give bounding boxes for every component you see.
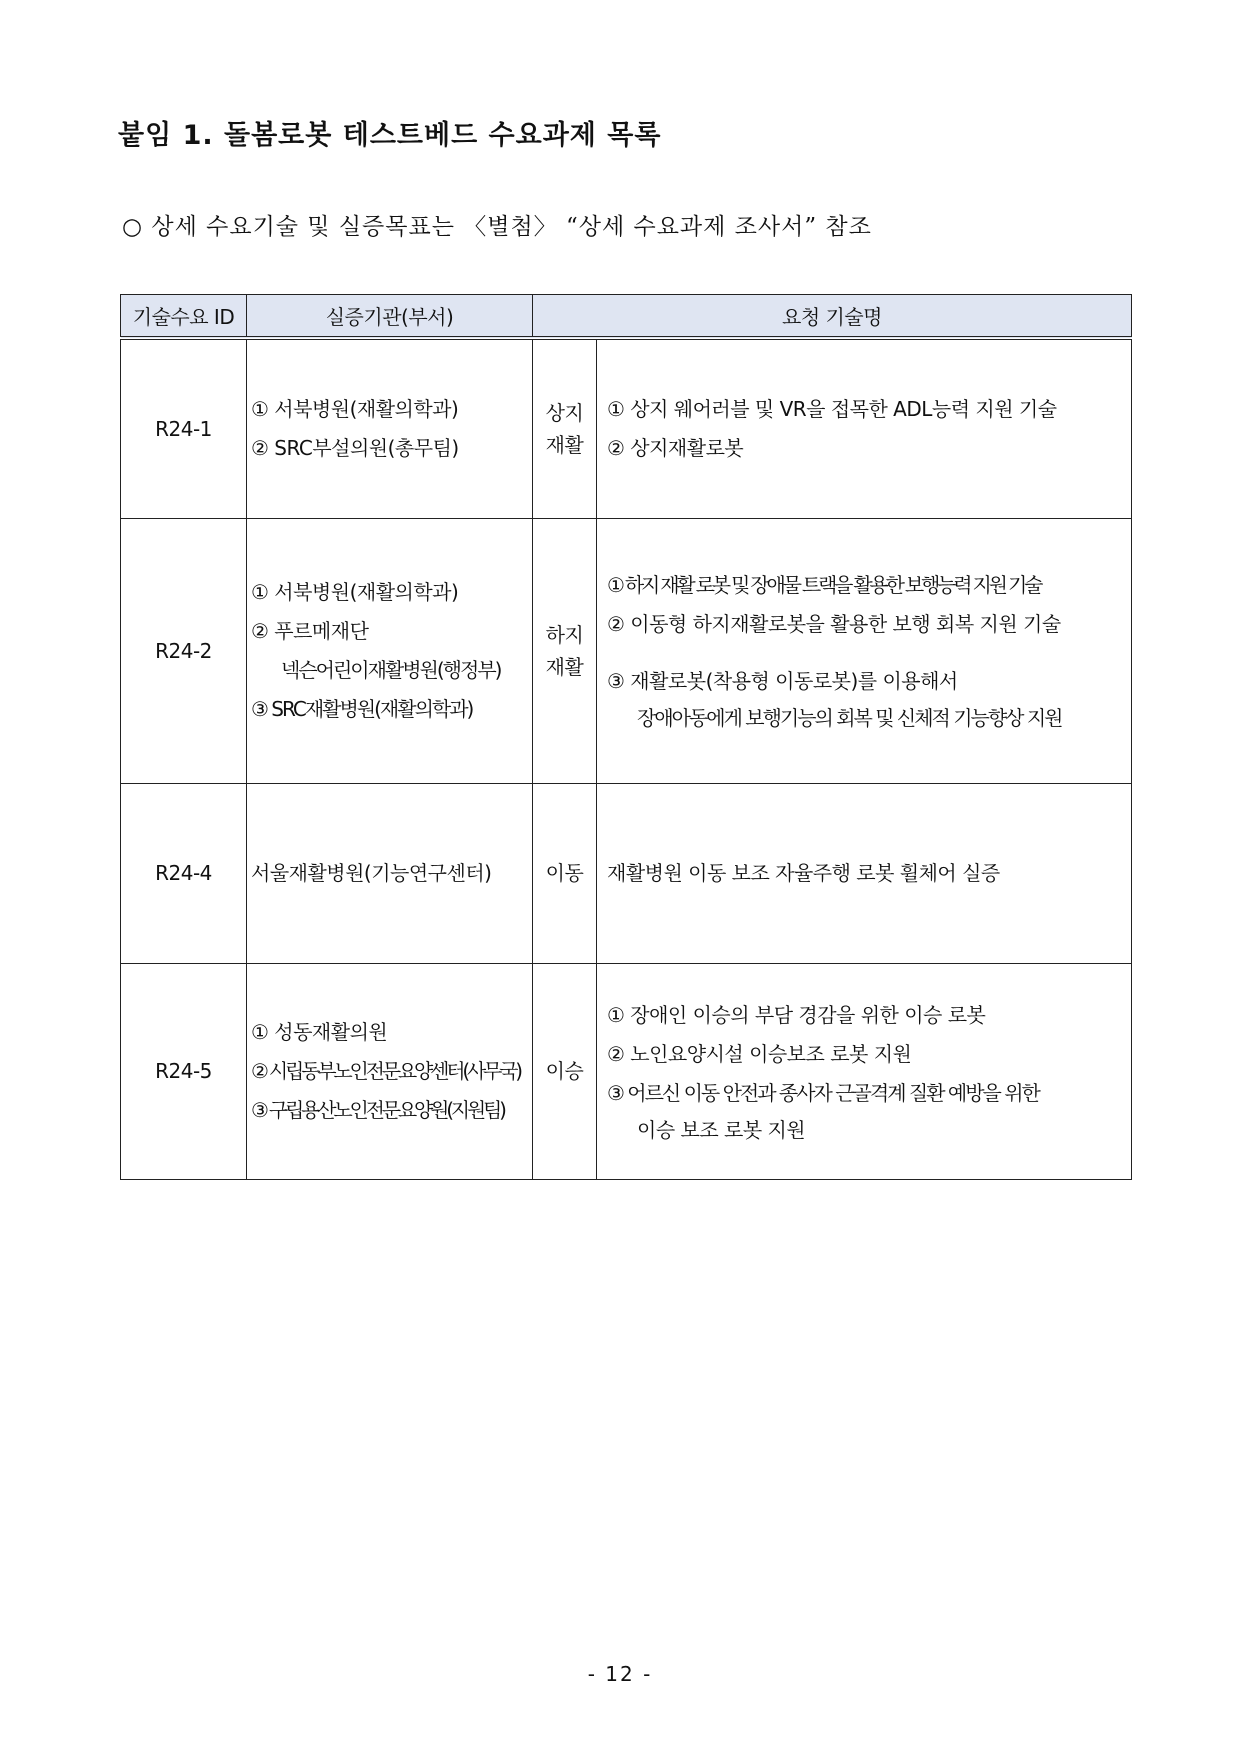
institution-item: ① 서북병원(재활의학과) [251, 579, 459, 604]
reference-note: ○ 상세 수요기술 및 실증목표는 〈별첨〉 “상세 수요과제 조사서” 참조 [122, 214, 872, 240]
institution-cell [247, 963, 533, 1179]
tech-item: ② 상지재활로봇 [607, 435, 744, 460]
institution-item: ② 푸르메재단 [251, 618, 369, 643]
header-requested-tech: 요청 기술명 [533, 295, 1132, 339]
tech-demand-id: R24-4 [121, 783, 247, 963]
table-row [121, 518, 1132, 783]
table-row [121, 963, 1132, 1179]
page-number: - 12 - [587, 1662, 653, 1686]
tech-item: ② 이동형 하지재활로봇을 활용한 보행 회복 지원 기술 [607, 612, 1061, 636]
tech-item: ① 하지 재활 로봇 및 장애물 트랙을 활용한 보행능력 지원 기술 [607, 573, 1041, 597]
tech-demand-id: R24-5 [121, 963, 247, 1179]
requested-tech-cell [597, 963, 1132, 1179]
institution-item: ② 시립동부노인전문요양센터(사무국) [251, 1058, 520, 1083]
tech-demand-id: R24-2 [121, 518, 247, 783]
institution-item: 서울재활병원(기능연구센터) [251, 860, 492, 885]
category-cell [533, 783, 597, 963]
header-tech-demand-id: 기술수요 ID [121, 295, 247, 339]
tech-item: ② 노인요양시설 이승보조 로봇 지원 [607, 1041, 912, 1066]
tech-item: 장애아동에게 보행기능의 회복 및 신체적 기능향상 지원 [637, 706, 1062, 730]
tech-item: ① 상지 웨어러블 및 VR을 접목한 ADL능력 지원 기술 [607, 396, 1057, 421]
header-institution: 실증기관(부서) [247, 295, 533, 339]
requested-tech-cell [597, 518, 1132, 783]
requested-tech-cell [597, 783, 1132, 963]
tech-item: 재활병원 이동 보조 자율주행 로봇 휠체어 실증 [607, 860, 1000, 885]
category-cell [533, 518, 597, 783]
tech-item: 이승 보조 로봇 지원 [637, 1117, 806, 1142]
tech-item: ③ 재활로봇(착용형 이동로봇)를 이용해서 [607, 669, 958, 693]
institution-item: ③ 구립용산노인전문요양원(지원팀) [251, 1097, 504, 1122]
category-cell [533, 963, 597, 1179]
tech-item: ① 장애인 이승의 부담 경감을 위한 이승 로봇 [607, 1002, 986, 1027]
category-label: 하지 [545, 622, 584, 647]
page-title: 붙임 1. 돌봄로봇 테스트베드 수요과제 목록 [118, 120, 662, 151]
demand-task-table [120, 294, 1132, 1180]
category-label: 재활 [545, 654, 584, 679]
table-row [121, 783, 1132, 963]
tech-demand-id: R24-1 [121, 338, 247, 518]
category-label: 이승 [545, 1059, 584, 1083]
institution-item: ① 성동재활의원 [251, 1019, 388, 1044]
institution-cell [247, 783, 533, 963]
requested-tech-cell [597, 338, 1132, 518]
institution-item: ② SRC부설의원(총무팀) [251, 435, 459, 460]
tech-item: ③ 어르신 이동 안전과 종사자 근골격계 질환 예방을 위한 [607, 1080, 1039, 1105]
institution-cell [247, 518, 533, 783]
category-cell [533, 338, 597, 518]
category-label: 이동 [545, 861, 584, 885]
table-header-row [121, 295, 1132, 339]
institution-item: ① 서북병원(재활의학과) [251, 396, 459, 421]
category-label: 재활 [545, 432, 584, 457]
institution-item: ③ SRC재활병원(재활의학과) [251, 696, 473, 721]
table-row [121, 338, 1132, 518]
institution-item: 넥슨어린이재활병원(행정부) [281, 657, 501, 682]
category-label: 상지 [545, 400, 584, 425]
institution-cell [247, 338, 533, 518]
